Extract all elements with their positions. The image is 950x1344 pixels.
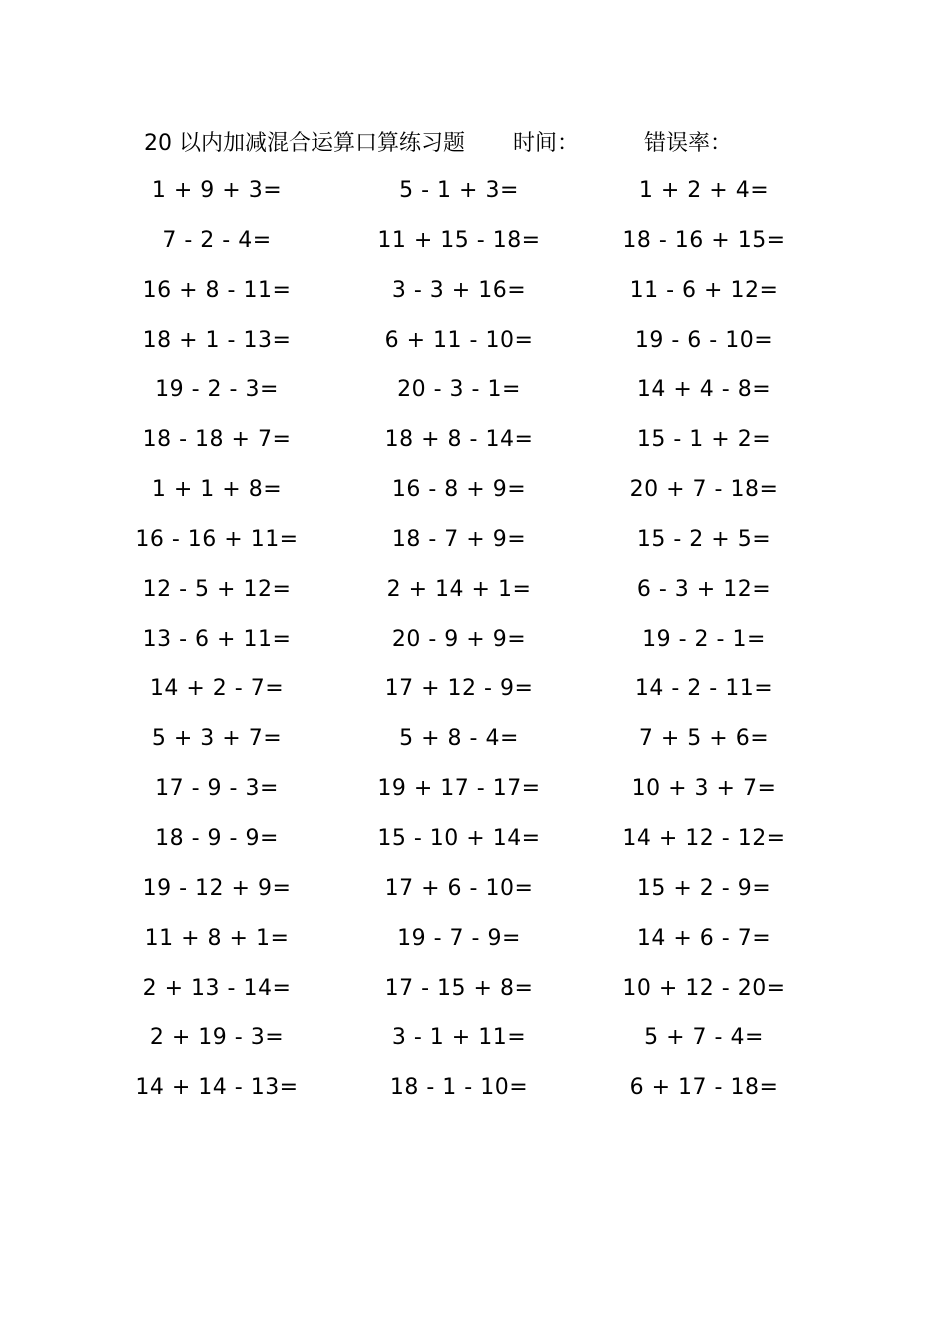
- problem-item: 17 - 15 + 8=: [384, 975, 534, 1001]
- problem-item: 12 - 5 + 12=: [142, 576, 292, 602]
- problem-row: [0, 270, 950, 320]
- problem-item: 11 + 8 + 1=: [144, 925, 290, 951]
- problem-item: 5 - 1 + 3=: [399, 178, 519, 203]
- problem-item: 17 - 9 - 3=: [155, 776, 279, 802]
- problem-item: 1 + 1 + 8=: [151, 477, 283, 503]
- problem-row: [0, 569, 950, 619]
- problem-item: 2 + 19 - 3=: [149, 1025, 285, 1051]
- problem-row: [0, 718, 950, 768]
- problem-item: 14 + 4 - 8=: [636, 377, 772, 403]
- problem-item: 17 + 12 - 9=: [384, 676, 534, 702]
- problem-row: [0, 918, 950, 968]
- problem-row: [0, 619, 950, 669]
- problem-item: 7 + 5 + 6=: [638, 726, 770, 752]
- problem-row: [0, 469, 950, 519]
- problem-item: 2 + 13 - 14=: [142, 975, 292, 1001]
- problem-item: 5 + 3 + 7=: [151, 726, 283, 752]
- problem-item: 16 - 8 + 9=: [391, 477, 527, 503]
- problem-item: 1 + 9 + 3=: [151, 178, 283, 203]
- problem-item: 10 + 12 - 20=: [622, 975, 786, 1001]
- problem-item: 19 - 12 + 9=: [142, 875, 292, 901]
- problem-item: 20 + 7 - 18=: [629, 477, 779, 503]
- problem-item: 11 + 15 - 18=: [377, 227, 541, 253]
- worksheet-header: [144, 124, 824, 164]
- problem-item: 15 + 2 - 9=: [636, 875, 772, 901]
- problem-row: [0, 768, 950, 818]
- problem-row: [0, 320, 950, 370]
- problem-item: 18 - 18 + 7=: [142, 427, 292, 453]
- problem-item: 7 - 2 - 4=: [162, 227, 272, 253]
- problem-row: [0, 369, 950, 419]
- problem-row: [0, 818, 950, 868]
- problem-item: 15 - 1 + 2=: [636, 427, 772, 453]
- problem-item: 18 - 16 + 15=: [622, 227, 786, 253]
- problem-item: 3 - 1 + 11=: [391, 1025, 527, 1051]
- time-label: 时间：: [513, 131, 580, 156]
- problem-row: [0, 868, 950, 918]
- problem-item: 18 - 1 - 10=: [389, 1075, 529, 1101]
- problem-item: 2 + 14 + 1=: [386, 576, 532, 602]
- problem-row: [0, 419, 950, 469]
- problem-item: 16 - 16 + 11=: [135, 526, 299, 552]
- problem-row: [0, 668, 950, 718]
- problem-row: [0, 170, 950, 220]
- problem-item: 11 - 6 + 12=: [629, 277, 779, 303]
- problem-item: 14 - 2 - 11=: [634, 676, 774, 702]
- problem-item: 1 + 2 + 4=: [638, 178, 770, 203]
- problem-item: 16 + 8 - 11=: [142, 277, 292, 303]
- problem-item: 14 + 14 - 13=: [135, 1075, 299, 1101]
- problem-item: 13 - 6 + 11=: [142, 626, 292, 652]
- problem-item: 17 + 6 - 10=: [384, 875, 534, 901]
- problem-item: 19 - 6 - 10=: [634, 327, 774, 353]
- error-rate-label: 错误率：: [644, 131, 733, 156]
- page-title: 20 以内加减混合运算口算练习题: [144, 131, 465, 156]
- problem-row: [0, 1067, 950, 1117]
- problem-item: 6 + 17 - 18=: [629, 1075, 779, 1101]
- problem-item: 14 + 12 - 12=: [622, 825, 786, 851]
- problem-grid: [0, 170, 950, 1117]
- problem-item: 18 + 1 - 13=: [142, 327, 292, 353]
- problem-item: 18 - 9 - 9=: [155, 825, 279, 851]
- problem-item: 19 - 2 - 3=: [155, 377, 279, 403]
- problem-item: 19 - 7 - 9=: [397, 925, 521, 951]
- problem-item: 20 - 3 - 1=: [397, 377, 521, 403]
- problem-row: [0, 968, 950, 1018]
- problem-item: 6 - 3 + 12=: [636, 576, 772, 602]
- problem-item: 14 + 6 - 7=: [636, 925, 772, 951]
- problem-item: 14 + 2 - 7=: [149, 676, 285, 702]
- problem-item: 19 + 17 - 17=: [377, 776, 541, 802]
- problem-row: [0, 519, 950, 569]
- problem-item: 18 - 7 + 9=: [391, 526, 527, 552]
- problem-item: 10 + 3 + 7=: [631, 776, 777, 802]
- problem-item: 6 + 11 - 10=: [384, 327, 534, 353]
- problem-item: 5 + 8 - 4=: [399, 726, 519, 752]
- problem-item: 19 - 2 - 1=: [642, 626, 766, 652]
- problem-item: 18 + 8 - 14=: [384, 427, 534, 453]
- problem-row: [0, 1017, 950, 1067]
- problem-row: [0, 220, 950, 270]
- problem-item: 3 - 3 + 16=: [391, 277, 527, 303]
- problem-item: 15 - 2 + 5=: [636, 526, 772, 552]
- problem-item: 20 - 9 + 9=: [391, 626, 527, 652]
- problem-item: 5 + 7 - 4=: [644, 1025, 764, 1051]
- problem-item: 15 - 10 + 14=: [377, 825, 541, 851]
